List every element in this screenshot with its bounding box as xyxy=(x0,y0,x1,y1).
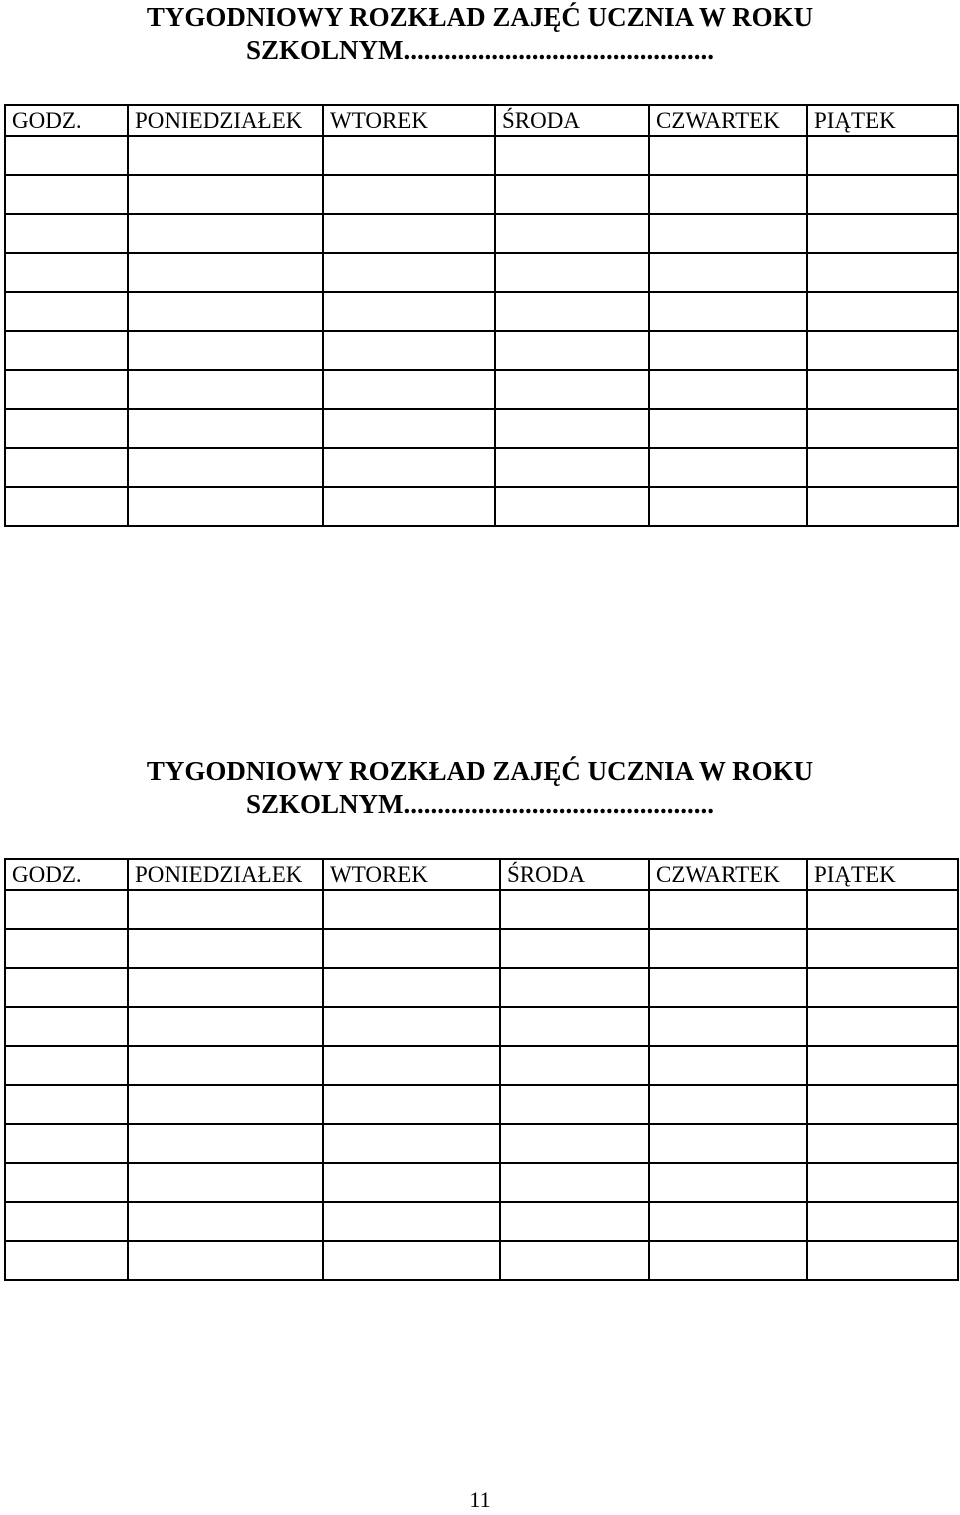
schedule-cell xyxy=(323,968,500,1007)
schedule-cell xyxy=(323,1046,500,1085)
schedule-row xyxy=(5,1085,958,1124)
schedule-cell xyxy=(807,292,958,331)
schedule-cell xyxy=(495,370,649,409)
schedule-cell xyxy=(5,136,128,175)
schedule-cell xyxy=(500,968,649,1007)
schedule-cell xyxy=(500,890,649,929)
schedule-cell xyxy=(323,1241,500,1280)
schedule-cell xyxy=(649,1202,807,1241)
schedule-cell xyxy=(128,1046,323,1085)
schedule-cell xyxy=(500,1241,649,1280)
schedule-body xyxy=(5,890,958,1280)
schedule-cell xyxy=(807,409,958,448)
schedule-cell xyxy=(500,1085,649,1124)
schedule-cell xyxy=(495,487,649,526)
schedule-cell xyxy=(5,409,128,448)
schedule-header-row xyxy=(5,105,958,136)
schedule-cell xyxy=(807,487,958,526)
schedule-row xyxy=(5,409,958,448)
schedule-row xyxy=(5,214,958,253)
schedule-cell xyxy=(323,448,495,487)
schedule-cell xyxy=(649,1124,807,1163)
schedule-cell xyxy=(807,1046,958,1085)
column-header-monday: PONIEDZIAŁEK xyxy=(128,105,323,136)
schedule-cell xyxy=(500,1163,649,1202)
schedule-cell xyxy=(323,253,495,292)
schedule-cell xyxy=(5,1124,128,1163)
schedule-cell xyxy=(807,253,958,292)
schedule-cell xyxy=(807,1241,958,1280)
schedule-row xyxy=(5,1007,958,1046)
schedule-cell xyxy=(807,929,958,968)
schedule-cell xyxy=(649,370,807,409)
schedule-cell xyxy=(323,214,495,253)
schedule-cell xyxy=(323,409,495,448)
column-header-thursday: CZWARTEK xyxy=(649,859,807,890)
schedule-row xyxy=(5,253,958,292)
schedule-title xyxy=(0,754,960,821)
schedule-cell xyxy=(5,1046,128,1085)
schedule-title-line-2: SZKOLNYM.............................................. xyxy=(245,35,715,65)
schedule-cell xyxy=(649,1046,807,1085)
schedule-row xyxy=(5,1046,958,1085)
schedule-cell xyxy=(495,175,649,214)
schedule-cell xyxy=(5,1163,128,1202)
schedule-cell xyxy=(807,448,958,487)
schedule-cell xyxy=(323,890,500,929)
schedule-row xyxy=(5,370,958,409)
schedule-cell xyxy=(5,1007,128,1046)
schedule-cell xyxy=(5,890,128,929)
schedule-cell xyxy=(128,1085,323,1124)
schedule-row xyxy=(5,968,958,1007)
schedule-table xyxy=(4,858,959,1281)
schedule-cell xyxy=(807,136,958,175)
schedule-cell xyxy=(5,1085,128,1124)
schedule-cell xyxy=(807,370,958,409)
schedule-cell xyxy=(649,136,807,175)
schedule-cell xyxy=(649,929,807,968)
schedule-cell xyxy=(128,1163,323,1202)
schedule-cell xyxy=(807,1163,958,1202)
schedule-row xyxy=(5,1241,958,1280)
schedule-cell xyxy=(128,448,323,487)
schedule-row xyxy=(5,292,958,331)
schedule-cell xyxy=(5,292,128,331)
schedule-block-2 xyxy=(0,754,960,887)
schedule-cell xyxy=(323,331,495,370)
schedule-row xyxy=(5,1202,958,1241)
schedule-cell xyxy=(807,890,958,929)
schedule-row xyxy=(5,929,958,968)
schedule-row xyxy=(5,1163,958,1202)
schedule-cell xyxy=(495,448,649,487)
schedule-cell xyxy=(5,929,128,968)
schedule-cell xyxy=(323,1085,500,1124)
schedule-cell xyxy=(495,214,649,253)
schedule-cell xyxy=(649,331,807,370)
schedule-cell xyxy=(807,1007,958,1046)
schedule-cell xyxy=(495,409,649,448)
schedule-cell xyxy=(128,331,323,370)
schedule-cell xyxy=(323,1163,500,1202)
schedule-cell xyxy=(5,968,128,1007)
schedule-cell xyxy=(500,1124,649,1163)
schedule-title-line-1: TYGODNIOWY ROZKŁAD ZAJĘĆ UCZNIA W ROKU xyxy=(146,2,814,32)
schedule-cell xyxy=(807,1085,958,1124)
column-header-hour: GODZ. xyxy=(5,859,128,890)
schedule-cell xyxy=(128,1007,323,1046)
schedule-cell xyxy=(649,968,807,1007)
column-header-thursday: CZWARTEK xyxy=(649,105,807,136)
schedule-table xyxy=(4,104,959,527)
schedule-cell xyxy=(807,331,958,370)
schedule-title-line-2: SZKOLNYM.............................................. xyxy=(245,789,715,819)
schedule-cell xyxy=(128,409,323,448)
schedule-cell xyxy=(323,929,500,968)
column-header-friday: PIĄTEK xyxy=(807,859,958,890)
schedule-cell xyxy=(649,253,807,292)
schedule-cell xyxy=(128,487,323,526)
schedule-cell xyxy=(649,409,807,448)
schedule-row xyxy=(5,890,958,929)
schedule-cell xyxy=(323,1007,500,1046)
schedule-cell xyxy=(128,292,323,331)
schedule-cell xyxy=(649,1163,807,1202)
schedule-cell xyxy=(5,331,128,370)
schedule-cell xyxy=(500,1046,649,1085)
schedule-title-line-1: TYGODNIOWY ROZKŁAD ZAJĘĆ UCZNIA W ROKU xyxy=(146,756,814,786)
schedule-cell xyxy=(5,253,128,292)
schedule-row xyxy=(5,175,958,214)
column-header-friday: PIĄTEK xyxy=(807,105,958,136)
schedule-cell xyxy=(500,929,649,968)
schedule-cell xyxy=(323,292,495,331)
schedule-cell xyxy=(128,370,323,409)
schedule-cell xyxy=(495,136,649,175)
schedule-cell xyxy=(323,370,495,409)
schedule-header-row xyxy=(5,859,958,890)
schedule-cell xyxy=(649,175,807,214)
schedule-cell xyxy=(128,175,323,214)
schedule-cell xyxy=(5,1202,128,1241)
page-number: 11 xyxy=(469,1487,491,1512)
schedule-row xyxy=(5,448,958,487)
schedule-cell xyxy=(649,487,807,526)
column-header-tuesday: WTOREK xyxy=(323,105,495,136)
schedule-cell xyxy=(5,370,128,409)
schedule-cell xyxy=(128,136,323,175)
schedule-cell xyxy=(128,253,323,292)
schedule-cell xyxy=(500,1202,649,1241)
schedule-cell xyxy=(5,175,128,214)
schedule-row xyxy=(5,331,958,370)
schedule-cell xyxy=(495,331,649,370)
schedule-cell xyxy=(649,214,807,253)
schedule-cell xyxy=(128,890,323,929)
schedule-body xyxy=(5,136,958,526)
schedule-cell xyxy=(649,448,807,487)
schedule-cell xyxy=(807,1124,958,1163)
schedule-cell xyxy=(5,214,128,253)
schedule-cell xyxy=(495,253,649,292)
schedule-cell xyxy=(323,1124,500,1163)
schedule-cell xyxy=(649,292,807,331)
schedule-cell xyxy=(807,175,958,214)
schedule-cell xyxy=(5,1241,128,1280)
column-header-tuesday: WTOREK xyxy=(323,859,500,890)
schedule-cell xyxy=(495,292,649,331)
column-header-hour: GODZ. xyxy=(5,105,128,136)
schedule-cell xyxy=(807,1202,958,1241)
schedule-cell xyxy=(323,175,495,214)
schedule-row xyxy=(5,487,958,526)
schedule-cell xyxy=(128,968,323,1007)
schedule-cell xyxy=(5,487,128,526)
column-header-wednesday: ŚRODA xyxy=(495,105,649,136)
schedule-cell xyxy=(5,448,128,487)
schedule-row xyxy=(5,1124,958,1163)
schedule-cell xyxy=(649,1007,807,1046)
schedule-cell xyxy=(649,890,807,929)
schedule-cell xyxy=(128,214,323,253)
schedule-cell xyxy=(128,929,323,968)
schedule-title xyxy=(0,0,960,67)
schedule-cell xyxy=(500,1007,649,1046)
schedule-cell xyxy=(323,487,495,526)
schedule-block-1 xyxy=(0,0,960,133)
column-header-wednesday: ŚRODA xyxy=(500,859,649,890)
schedule-cell xyxy=(128,1202,323,1241)
column-header-monday: PONIEDZIAŁEK xyxy=(128,859,323,890)
schedule-cell xyxy=(128,1241,323,1280)
schedule-cell xyxy=(323,1202,500,1241)
schedule-row xyxy=(5,136,958,175)
schedule-cell xyxy=(649,1085,807,1124)
schedule-cell xyxy=(128,1124,323,1163)
schedule-cell xyxy=(649,1241,807,1280)
schedule-cell xyxy=(807,214,958,253)
schedule-cell xyxy=(323,136,495,175)
schedule-cell xyxy=(807,968,958,1007)
